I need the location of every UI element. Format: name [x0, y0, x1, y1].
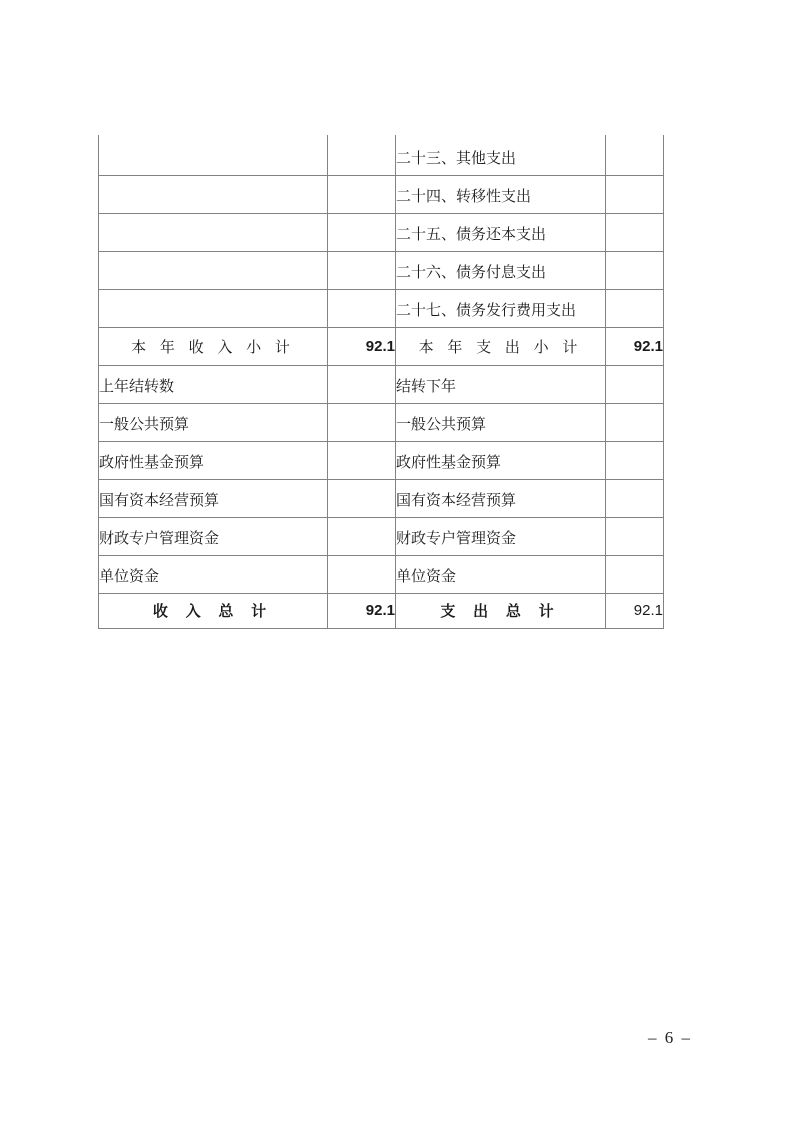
income-amount-cell — [328, 213, 396, 251]
page-number: – 6 – — [648, 1028, 692, 1047]
table-row — [99, 135, 664, 175]
income-amount-cell — [328, 175, 396, 213]
table-row — [99, 555, 664, 593]
income-amount-cell — [328, 289, 396, 327]
table-row — [99, 479, 664, 517]
income-item-cell — [99, 251, 328, 289]
income-item-cell: 财政专户管理资金 — [99, 517, 328, 555]
table-row — [99, 517, 664, 555]
income-amount-cell — [328, 555, 396, 593]
expense-item-cell: 结转下年 — [396, 365, 606, 403]
expense-amount-cell — [606, 403, 664, 441]
expense-item-cell: 二十三、其他支出 — [396, 135, 606, 175]
expense-item-cell: 政府性基金预算 — [396, 441, 606, 479]
table-row — [99, 251, 664, 289]
income-item-cell — [99, 213, 328, 251]
table-row-total — [99, 593, 664, 628]
expense-item-cell: 国有资本经营预算 — [396, 479, 606, 517]
table-row — [99, 175, 664, 213]
expense-item-cell: 财政专户管理资金 — [396, 517, 606, 555]
expense-amount-cell — [606, 251, 664, 289]
table-row — [99, 403, 664, 441]
income-item-cell — [99, 289, 328, 327]
expense-amount-cell — [606, 517, 664, 555]
income-subtotal-amount: 92.1 — [328, 327, 396, 365]
expense-amount-cell — [606, 175, 664, 213]
income-amount-cell — [328, 517, 396, 555]
income-item-cell: 单位资金 — [99, 555, 328, 593]
income-amount-cell — [328, 135, 396, 175]
expense-amount-cell — [606, 213, 664, 251]
expense-amount-cell — [606, 365, 664, 403]
expense-item-cell: 二十五、债务还本支出 — [396, 213, 606, 251]
income-item-cell: 一般公共预算 — [99, 403, 328, 441]
income-amount-cell — [328, 251, 396, 289]
table-row — [99, 365, 664, 403]
income-item-cell: 上年结转数 — [99, 365, 328, 403]
expense-item-cell: 二十七、债务发行费用支出 — [396, 289, 606, 327]
expense-total-label: 支 出 总 计 — [396, 593, 606, 628]
income-amount-cell — [328, 441, 396, 479]
expense-amount-cell — [606, 135, 664, 175]
income-total-amount: 92.1 — [328, 593, 396, 628]
table-row — [99, 213, 664, 251]
expense-amount-cell — [606, 479, 664, 517]
expense-amount-cell — [606, 555, 664, 593]
table-row — [99, 289, 664, 327]
table-row — [99, 441, 664, 479]
income-item-cell: 国有资本经营预算 — [99, 479, 328, 517]
income-total-label: 收 入 总 计 — [99, 593, 328, 628]
expense-amount-cell — [606, 289, 664, 327]
expense-total-amount: 92.1 — [606, 593, 664, 628]
expense-item-cell: 二十六、债务付息支出 — [396, 251, 606, 289]
table-row-subtotal — [99, 327, 664, 365]
income-amount-cell — [328, 403, 396, 441]
budget-table — [98, 135, 664, 629]
expense-item-cell: 二十四、转移性支出 — [396, 175, 606, 213]
income-amount-cell — [328, 365, 396, 403]
income-item-cell — [99, 175, 328, 213]
income-subtotal-label: 本 年 收 入 小 计 — [99, 327, 328, 365]
expense-amount-cell — [606, 441, 664, 479]
income-amount-cell — [328, 479, 396, 517]
expense-item-cell: 单位资金 — [396, 555, 606, 593]
income-item-cell: 政府性基金预算 — [99, 441, 328, 479]
income-item-cell — [99, 135, 328, 175]
expense-item-cell: 一般公共预算 — [396, 403, 606, 441]
expense-subtotal-amount: 92.1 — [606, 327, 664, 365]
expense-subtotal-label: 本 年 支 出 小 计 — [396, 327, 606, 365]
